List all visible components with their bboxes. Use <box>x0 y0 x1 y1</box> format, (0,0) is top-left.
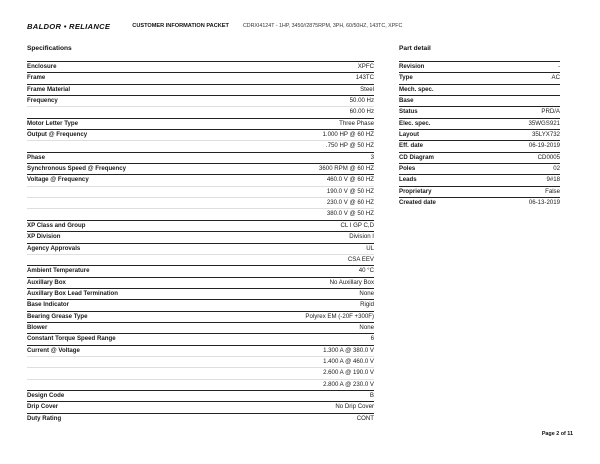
part-label: Created date <box>399 198 479 209</box>
part-label: Status <box>399 107 479 118</box>
spec-row <box>27 175 374 186</box>
spec-label: Constant Torque Speed Range <box>27 334 254 345</box>
spec-row <box>27 368 374 379</box>
part-label: Eff. date <box>399 141 479 152</box>
part-value: AC <box>479 73 560 84</box>
spec-label-empty <box>27 186 254 197</box>
spec-label: Enclosure <box>27 62 254 73</box>
spec-label: Current @ Voltage <box>27 345 254 356</box>
spec-row <box>27 402 374 413</box>
spec-row <box>27 311 374 322</box>
spec-label: Duty Rating <box>27 413 254 424</box>
spec-label: Frame <box>27 73 254 84</box>
spec-row <box>27 198 374 209</box>
part-value <box>479 84 560 95</box>
spec-label: Motor Letter Type <box>27 118 254 129</box>
part-row <box>399 84 560 95</box>
part-row <box>399 141 560 152</box>
spec-label-empty <box>27 356 254 367</box>
model-description: CDRXI4124T - 1HP, 3450//2875RPM, 3PH, 60/50HZ, 143TC, XPFC <box>242 23 403 29</box>
part-row <box>399 62 560 73</box>
spec-value: 230.0 V @ 60 HZ <box>254 198 374 209</box>
part-value <box>479 96 560 107</box>
spec-row <box>27 356 374 367</box>
spec-label: XP Division <box>27 232 254 243</box>
part-value: 02 <box>479 164 560 175</box>
spec-row <box>27 84 374 95</box>
spec-label-empty <box>27 379 254 390</box>
spec-row <box>27 288 374 299</box>
spec-value: 190.0 V @ 50 HZ <box>254 186 374 197</box>
spec-label: Design Code <box>27 390 254 401</box>
spec-value: Three Phase <box>254 118 374 129</box>
spec-row <box>27 164 374 175</box>
part-label: Revision <box>399 62 479 73</box>
spec-value: 2.600 A @ 190.0 V <box>254 368 374 379</box>
spec-value: 50.00 Hz <box>254 96 374 107</box>
document-header <box>27 19 402 33</box>
part-row <box>399 96 560 107</box>
spec-row <box>27 141 374 152</box>
spec-label-empty <box>27 107 254 118</box>
spec-row <box>27 277 374 288</box>
page-number: Page 2 of 11 <box>541 431 573 437</box>
spec-value: 143TC <box>254 73 374 84</box>
spec-value: 40 °C <box>254 266 374 277</box>
spec-label: Ambient Temperature <box>27 266 254 277</box>
spec-label: Voltage @ Frequency <box>27 175 254 186</box>
part-label: Proprietary <box>399 186 479 197</box>
part-row <box>399 164 560 175</box>
spec-value: 1.000 HP @ 60 HZ <box>254 130 374 141</box>
spec-value: Division I <box>254 232 374 243</box>
part-row <box>399 152 560 163</box>
spec-row <box>27 209 374 220</box>
spec-row <box>27 254 374 265</box>
spec-value: 3 <box>254 152 374 163</box>
spec-value: Rigid <box>254 300 374 311</box>
spec-value: 2.800 A @ 230.0 V <box>254 379 374 390</box>
part-detail-title: Part detail <box>399 45 431 52</box>
part-value: CD0005 <box>479 152 560 163</box>
part-value: 35LYX732 <box>479 130 560 141</box>
spec-label: Auxillary Box <box>27 277 254 288</box>
spec-value: Steel <box>254 84 374 95</box>
spec-label: Bearing Grease Type <box>27 311 254 322</box>
part-label: Base <box>399 96 479 107</box>
spec-row <box>27 345 374 356</box>
spec-row <box>27 232 374 243</box>
spec-value: No Drip Cover <box>254 402 374 413</box>
spec-value: CONT <box>254 413 374 424</box>
packet-title: CUSTOMER INFORMATION PACKET <box>132 23 229 29</box>
part-row <box>399 118 560 129</box>
part-label: CD Diagram <box>399 152 479 163</box>
spec-label-empty <box>27 209 254 220</box>
spec-value: 60.00 Hz <box>254 107 374 118</box>
spec-row <box>27 96 374 107</box>
spec-row <box>27 334 374 345</box>
part-row <box>399 73 560 84</box>
spec-label: Frequency <box>27 96 254 107</box>
part-value: False <box>479 186 560 197</box>
brand-logo: BALDOR • RELIANCE <box>27 21 111 31</box>
spec-row <box>27 220 374 231</box>
spec-value: None <box>254 322 374 333</box>
spec-row <box>27 73 374 84</box>
specifications-title: Specifications <box>27 45 72 52</box>
spec-row <box>27 300 374 311</box>
spec-label: Frame Material <box>27 84 254 95</box>
spec-value: 1.300 A @ 380.0 V <box>254 345 374 356</box>
spec-row <box>27 379 374 390</box>
part-row <box>399 186 560 197</box>
spec-value: UL <box>254 243 374 254</box>
spec-row <box>27 107 374 118</box>
spec-label: Agency Approvals <box>27 243 254 254</box>
specifications-table <box>27 61 374 424</box>
spec-value: Polyrex EM (-20F +300F) <box>254 311 374 322</box>
spec-label-empty <box>27 368 254 379</box>
spec-row <box>27 243 374 254</box>
spec-row <box>27 322 374 333</box>
part-label: Mech. spec. <box>399 84 479 95</box>
spec-label-empty <box>27 141 254 152</box>
part-label: Poles <box>399 164 479 175</box>
part-value: 9#18 <box>479 175 560 186</box>
part-value: 06-19-2019 <box>479 141 560 152</box>
part-row <box>399 175 560 186</box>
spec-row <box>27 152 374 163</box>
spec-value: 6 <box>254 334 374 345</box>
spec-label: Base Indicator <box>27 300 254 311</box>
spec-value: .750 HP @ 50 HZ <box>254 141 374 152</box>
spec-label: Output @ Frequency <box>27 130 254 141</box>
spec-row <box>27 390 374 401</box>
spec-row <box>27 266 374 277</box>
spec-value: 380.0 V @ 50 HZ <box>254 209 374 220</box>
spec-value: 1.400 A @ 460.0 V <box>254 356 374 367</box>
spec-row <box>27 130 374 141</box>
spec-value: B <box>254 390 374 401</box>
part-row <box>399 107 560 118</box>
spec-value: None <box>254 288 374 299</box>
spec-value: 460.0 V @ 60 HZ <box>254 175 374 186</box>
part-value: 06-13-2019 <box>479 198 560 209</box>
part-label: Layout <box>399 130 479 141</box>
spec-label: Phase <box>27 152 254 163</box>
part-detail-table <box>399 61 560 208</box>
spec-value: No Auxillary Box <box>254 277 374 288</box>
part-label: Elec. spec. <box>399 118 479 129</box>
spec-label: Auxillary Box Lead Termination <box>27 288 254 299</box>
part-label: Type <box>399 73 479 84</box>
spec-row <box>27 413 374 424</box>
spec-label-empty <box>27 254 254 265</box>
spec-label: Synchronous Speed @ Frequency <box>27 164 254 175</box>
spec-row <box>27 118 374 129</box>
part-label: Leads <box>399 175 479 186</box>
part-value: 35WGS921 <box>479 118 560 129</box>
spec-value: CSA EEV <box>254 254 374 265</box>
part-row <box>399 198 560 209</box>
spec-label-empty <box>27 198 254 209</box>
spec-value: CL I GP C,D <box>254 220 374 231</box>
spec-label: XP Class and Group <box>27 220 254 231</box>
spec-value: 3600 RPM @ 60 HZ <box>254 164 374 175</box>
spec-label: Blower <box>27 322 254 333</box>
part-value: - <box>479 62 560 73</box>
spec-row <box>27 186 374 197</box>
part-row <box>399 130 560 141</box>
spec-row <box>27 62 374 73</box>
part-value: PRD/A <box>479 107 560 118</box>
spec-label: Drip Cover <box>27 402 254 413</box>
spec-value: XPFC <box>254 62 374 73</box>
